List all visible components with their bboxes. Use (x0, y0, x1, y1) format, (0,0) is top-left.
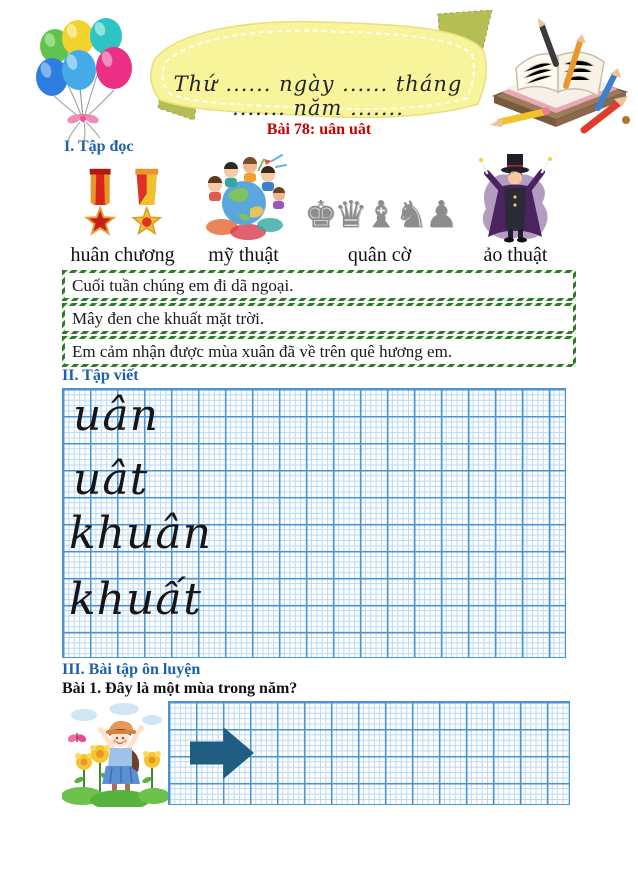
chess-glyphs: ♚♛♝♞♟ (304, 193, 455, 236)
handwriting-word: khuân (69, 508, 212, 559)
vocab-label: huân chương (70, 244, 175, 266)
vocab-item-huan-chuong (62, 155, 183, 267)
vocab-label: mỹ thuật (208, 244, 279, 266)
lesson-title: Bài 78: uân uât (266, 121, 372, 138)
section-writing-heading: II. Tập viết (62, 367, 139, 384)
vocab-row (62, 155, 576, 267)
vocab-label: ảo thuật (483, 244, 548, 266)
magician-image (474, 155, 556, 243)
vocab-label: quân cờ (347, 244, 412, 266)
date-line-text: Thứ ...... ngày ...... tháng ....... năm ....... (173, 72, 463, 120)
chess-pieces-image (304, 155, 455, 243)
sentence-row: Mây đen che khuất mặt trời. (62, 303, 576, 334)
vocab-item-quan-co (304, 155, 455, 267)
sentence-row: Em cảm nhận được mùa xuân đã về trên quê hương em. (62, 336, 576, 367)
handwriting-grid (62, 388, 566, 658)
handwriting-word: khuất (69, 574, 202, 625)
medals-image (75, 155, 171, 243)
vocab-item-ao-thuat (455, 155, 576, 267)
girl-in-spring-image (62, 698, 168, 807)
handwriting-word: uât (73, 454, 149, 505)
section-practice-heading: III. Bài tập ôn luyện (62, 661, 201, 678)
kids-art-image (198, 155, 290, 243)
vocab-item-my-thuat (183, 155, 304, 267)
exercise1-title: Bài 1. Đây là một mùa trong năm? (62, 680, 298, 697)
books-pencils-illustration (486, 12, 634, 138)
section-reading-heading: I. Tập đọc (64, 138, 134, 155)
reading-sentences-box (62, 270, 576, 369)
handwriting-word: uân (73, 390, 159, 441)
sentence-row: Cuối tuần chúng em đi dã ngoại. (62, 270, 576, 301)
